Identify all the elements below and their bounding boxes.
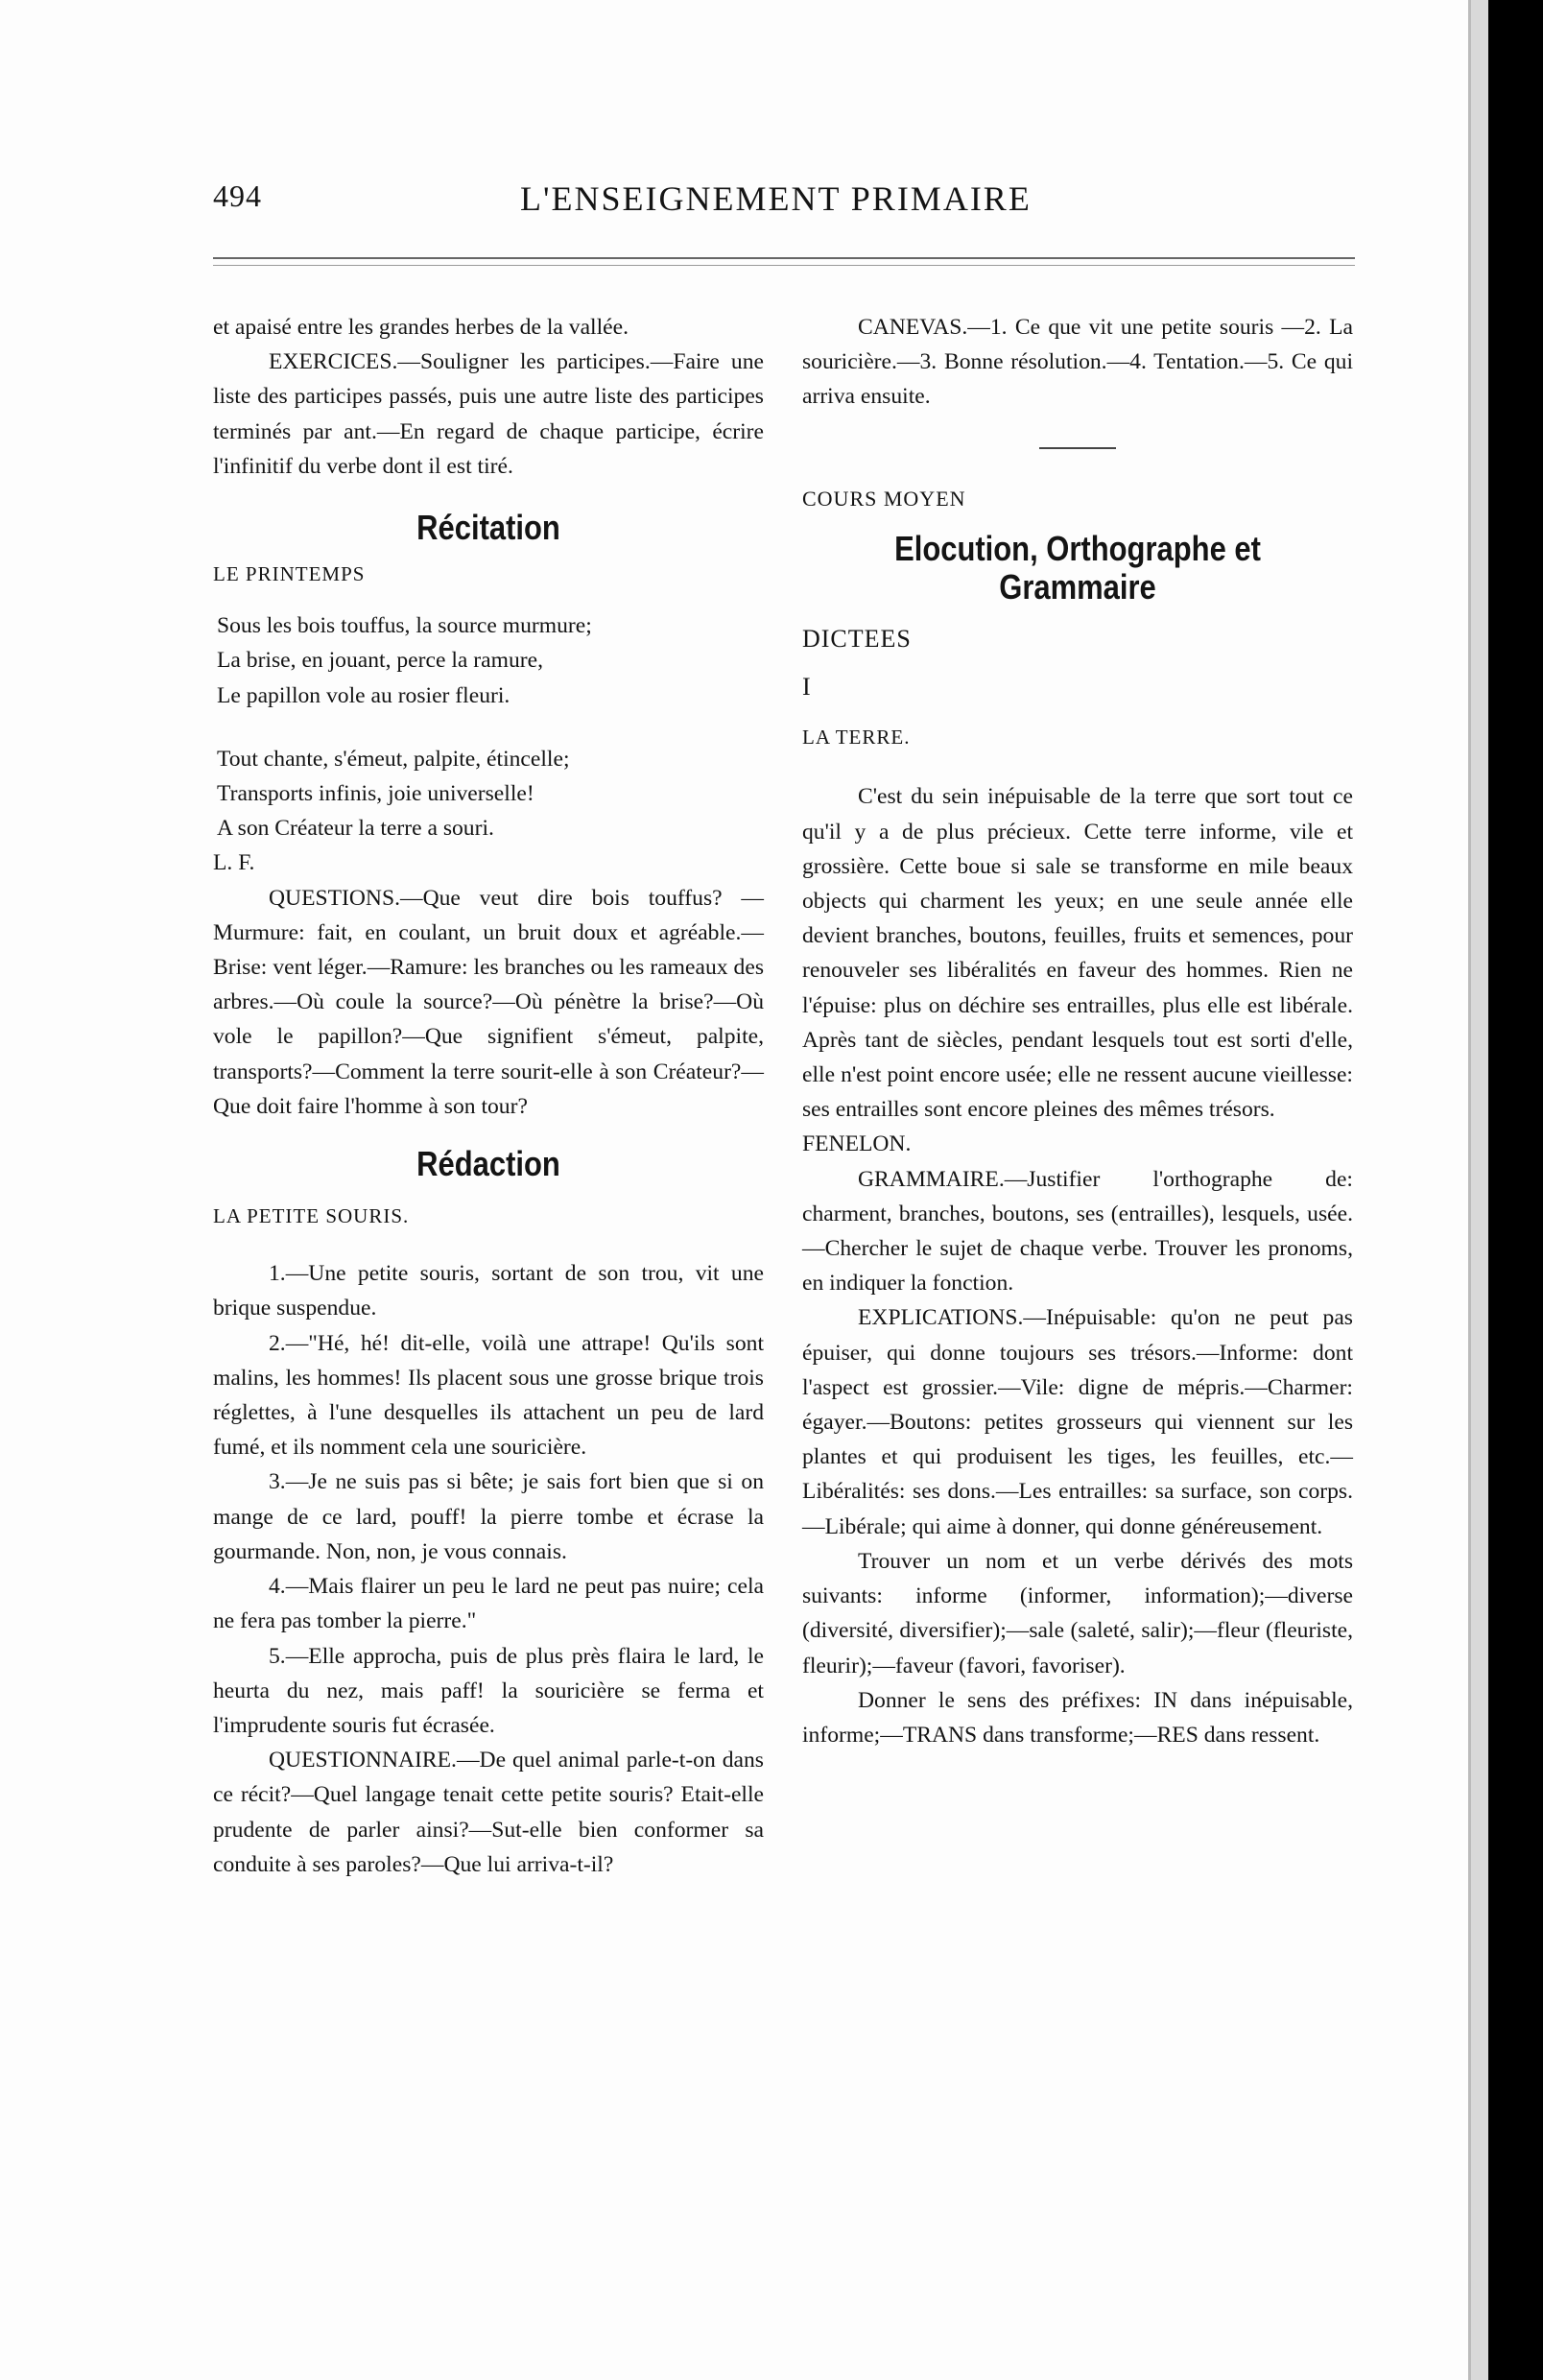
dictees-label: DICTEES	[802, 624, 912, 653]
section-heading: Elocution, Orthographe et	[894, 528, 1261, 568]
questions-paragraph: QUESTIONS.—Que veut dire bois touffus? —Murmure: fait, en coulant, un bruit doux et agréable.—Brise: vent léger.—Ramure: les branches ou les rameaux des arbres.—Où coule la source?—Où pénètre la brise?—Où vole le papillon?—Que signifient s'émeut, palpite, transports?—Comment la terre sourit-elle à son Créateur?—Que doit faire l'homme à son tour?	[213, 885, 764, 1119]
verse-line: Sous les bois touffus, la source murmure;	[217, 613, 592, 639]
redaction-heading: Rédaction	[416, 1144, 560, 1184]
page-edge	[1468, 0, 1488, 2380]
recitation-heading: Récitation	[416, 508, 560, 548]
right-column	[802, 310, 1353, 1752]
page-number: 494	[213, 178, 262, 213]
canevas-paragraph: CANEVAS.—1. Ce que vit une petite souris —2. La souricière.—3. Bonne résolution.—4. Tentation.—5. Ce qui arriva ensuite.	[802, 315, 1353, 410]
section-heading-cont: Grammaire	[999, 566, 1156, 607]
story-paragraph: 3.—Je ne suis pas si bête; je sais fort bien que si on mange de ce lard, pouff! la pierre tombe et écrase la gourmande. Non, non, je vous connais.	[213, 1469, 764, 1564]
verse-line: A son Créateur la terre a souri.	[217, 816, 494, 842]
roman-numeral: I	[802, 673, 811, 702]
dictee-text: C'est du sein inépuisable de la terre que sort tout ce qu'il y a de plus précieux. Cette terre informe, vile et grossière. Cette boue si sale se transforme en mile beaux objects qui charment les yeux; en une seule année elle devient branches, boutons, feuilles, fruits et semences, pour renouveler ses libéralités en faveur des hommes. Rien ne l'épuise: plus on déchire ses entrailles, plus elle est libérale. Après tant de siècles, pendant lesquels tout est sorti d'elle, elle n'est point encore usée; elle ne ressent aucune vieillesse: ses entrailles sont encore pleines des mêmes trésors.	[802, 784, 1353, 1123]
verse-line: Transports infinis, joie universelle!	[217, 781, 534, 807]
grammaire-paragraph: GRAMMAIRE.—Justifier l'orthographe de: charment, branches, boutons, ses (entrailles), lesquels, usée.—Chercher le sujet de chaque verbe. Trouver les pronoms, en indiquer la fonction.	[802, 1166, 1353, 1297]
dictee-title: LA TERRE.	[802, 726, 911, 750]
running-header	[213, 178, 1057, 228]
header-rule-thin	[213, 265, 1355, 266]
story-title: LA PETITE SOURIS.	[213, 1204, 410, 1228]
verse-line: Le papillon vole au rosier fleuri.	[217, 682, 510, 708]
carry-over-line: et apaisé entre les grandes herbes de la vallée.	[213, 315, 629, 340]
dictee-author: FENELON.	[802, 1131, 912, 1157]
questionnaire-paragraph: QUESTIONNAIRE.—De quel animal parle-t-on dans ce récit?—Quel langage tenait cette petite souris? Etait-elle prudente de parler ainsi?—Sut-elle bien conformer sa conduite à ses paroles?—Que lui arriva-t-il?	[213, 1748, 764, 1877]
course-label: COURS MOYEN	[802, 486, 966, 511]
poem-author: L. F.	[213, 850, 255, 876]
exercices-paragraph: EXERCICES.—Souligner les participes.—Faire une liste des participes passés, puis une autre liste des participes terminés par ant.—En regard de chaque participe, écrire l'infinitif du verbe dont il est tiré.	[213, 349, 764, 479]
donner-paragraph: Donner le sens des préfixes: IN dans inépuisable, informe;—TRANS dans transforme;—RES dans ressent.	[802, 1687, 1353, 1748]
header-rule	[213, 257, 1355, 259]
verse-line: Tout chante, s'émeut, palpite, étincelle;	[217, 746, 570, 772]
verse-line: La brise, en jouant, perce la ramure,	[217, 648, 543, 674]
explications-paragraph: EXPLICATIONS.—Inépuisable: qu'on ne peut pas épuiser, qui donne toujours ses trésors.—Informe: dont l'aspect est grossier.—Vile: digne de mépris.—Charmer: égayer.—Boutons: petites grosseurs qui viennent sur les plantes et qui produisent les tiges, les feuilles, etc.—Libéralités: ses dons.—Les entrailles: sa surface, son corps.—Libérale; qui aime à donner, qui donne généreusement.	[802, 1305, 1353, 1539]
story-paragraph: 4.—Mais flairer un peu le lard ne peut pas nuire; cela ne fera pas tomber la pierre."	[213, 1574, 764, 1634]
trouver-paragraph: Trouver un nom et un verbe dérivés des mots suivants: informe (informer, information);—diverse (diversité, diversifier);—sale (saleté, salir);—fleur (fleuriste, fleurir);—faveur (favori, favoriser).	[802, 1548, 1353, 1678]
running-title: L'ENSEIGNEMENT PRIMAIRE	[520, 179, 1032, 218]
poem-title: LE PRINTEMPS	[213, 562, 366, 586]
story-paragraph: 1.—Une petite souris, sortant de son trou, vit une brique suspendue.	[213, 1261, 764, 1321]
left-column	[213, 310, 764, 1882]
story-paragraph: 2.—"Hé, hé! dit-elle, voilà une attrape! Qu'ils sont malins, les hommes! Ils placent sous une grosse brique trois réglettes, à l'une desquelles ils attachent un peu de lard fumé, et ils nomment cela une souricière.	[213, 1330, 764, 1461]
story-paragraph: 5.—Elle approcha, puis de plus près flaira le lard, le heurta du nez, mais paff! la souricière se ferma et l'imprudente souris fut écrasée.	[213, 1643, 764, 1738]
